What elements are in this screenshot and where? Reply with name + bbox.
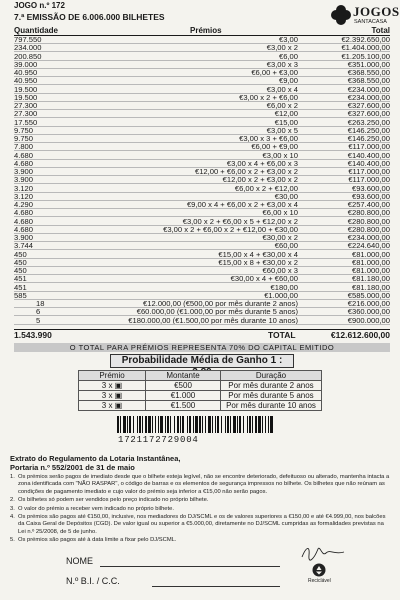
row-quantity: 3.900 bbox=[14, 233, 34, 242]
row-prize: €180,00 bbox=[270, 282, 298, 292]
clause-number: 3. bbox=[10, 505, 15, 512]
row-quantity: 200.850 bbox=[14, 51, 42, 61]
prize-row bbox=[14, 317, 390, 325]
prize-row bbox=[14, 61, 390, 69]
row-total: €280.800,00 bbox=[347, 224, 390, 234]
row-prize: €9,00 x 4 + €6,00 x 2 + €3,00 x 4 bbox=[186, 200, 298, 209]
row-total: €2.392.650,00 bbox=[341, 35, 390, 44]
barcode-bar bbox=[193, 416, 194, 433]
row-prize: €30,00 bbox=[274, 191, 298, 201]
barcode-bar bbox=[158, 416, 159, 433]
logo-subtitle: SANTACASA bbox=[354, 19, 387, 25]
barcode-bar bbox=[237, 416, 238, 433]
prize-row bbox=[14, 152, 390, 160]
row-total: €140.400,00 bbox=[347, 158, 390, 168]
row-prize: €6,00 + €3,00 bbox=[251, 68, 298, 77]
row-quantity: 4.680 bbox=[14, 208, 34, 218]
row-quantity: 7.800 bbox=[14, 142, 34, 152]
row-prize: €3,00 x 3 bbox=[266, 59, 298, 69]
name-field-label: NOME bbox=[66, 556, 93, 566]
regulation-clause: 1. Os prémios serão pagos de imediato desde que o bilhete esteja legível, não se encontre deteriorado, defeituoso ou alterado, mantenha intacta a zona identificada com "NÃO RASPAR", o código de barras e os elementos de segurança impressos no bilhete. Os bilhetes que não reúnam as condições de pagamento imediato e cujo valor do prémio seja inferior a €15,00 não serão pagos. bbox=[10, 474, 390, 495]
clause-number: 2. bbox=[10, 497, 15, 504]
row-quantity: 3.120 bbox=[14, 183, 34, 193]
regulation-title: Extrato do Regulamento da Lotaria Instantânea, bbox=[10, 454, 181, 463]
row-quantity: 9.750 bbox=[14, 125, 34, 135]
row-quantity: 797.550 bbox=[14, 35, 42, 44]
row-total: €234.000,00 bbox=[347, 92, 390, 102]
barcode-bar bbox=[243, 416, 244, 433]
clause-number: 1. bbox=[10, 474, 15, 480]
row-quantity: 3.900 bbox=[14, 175, 34, 185]
barcode-bar bbox=[230, 416, 231, 433]
clover-icon bbox=[330, 4, 352, 26]
prize-row bbox=[14, 119, 390, 127]
prize-row bbox=[14, 185, 390, 193]
id-field-line[interactable] bbox=[152, 586, 280, 587]
barcode-bar bbox=[120, 416, 121, 433]
prize-row bbox=[14, 267, 390, 275]
row-prize: €3,00 x 2 + €6,00 bbox=[239, 92, 298, 102]
barcode-bar bbox=[180, 416, 181, 433]
prize-row bbox=[14, 168, 390, 176]
row-quantity: 6 bbox=[36, 307, 41, 317]
barcode-bar bbox=[155, 416, 156, 433]
barcode-bar bbox=[265, 416, 266, 433]
row-prize: €3,00 x 4 bbox=[266, 84, 298, 94]
prize-row bbox=[14, 69, 390, 77]
signature bbox=[300, 543, 346, 561]
row-prize: €60,00 bbox=[274, 241, 298, 251]
row-quantity: 4.290 bbox=[14, 200, 34, 209]
prize-row bbox=[14, 201, 390, 209]
row-quantity: 451 bbox=[14, 274, 27, 284]
row-prize: €3,00 x 3 + €6,00 bbox=[239, 134, 298, 143]
row-quantity: 18 bbox=[36, 299, 45, 308]
serial-number: 1721172729004 bbox=[118, 435, 199, 445]
row-quantity: 3.900 bbox=[14, 167, 34, 176]
row-quantity: 234.000 bbox=[14, 43, 42, 53]
row-total: €234.000,00 bbox=[347, 233, 390, 242]
row-quantity: 9.750 bbox=[14, 134, 34, 143]
prize-table-row bbox=[79, 401, 322, 411]
clause-number: 5. bbox=[10, 537, 15, 544]
barcode-bar bbox=[199, 416, 201, 433]
prize-row bbox=[14, 135, 390, 143]
row-total: €280.800,00 bbox=[347, 216, 390, 226]
barcode-bar bbox=[247, 416, 248, 433]
barcode-bar bbox=[195, 416, 198, 433]
row-total: €224.640,00 bbox=[347, 241, 390, 251]
row-prize: €30,00 x 2 bbox=[262, 233, 298, 242]
emission-title: 7.ª EMISSÃO DE 6.006.000 BILHETES bbox=[14, 12, 165, 22]
row-quantity: 450 bbox=[14, 257, 27, 267]
prize-table-row bbox=[79, 391, 322, 401]
row-total: €360.000,00 bbox=[347, 307, 390, 317]
game-number: JOGO n.º 172 bbox=[14, 1, 65, 10]
row-prize: €12,00 bbox=[274, 109, 298, 119]
row-total: €280.800,00 bbox=[347, 208, 390, 218]
barcode-bar bbox=[249, 416, 251, 433]
regulation-portaria: Portaria n.º 552/2001 de 31 de maio bbox=[10, 463, 135, 472]
prize-table-premio: 3 x ▣ bbox=[79, 391, 146, 401]
row-quantity: 40.950 bbox=[14, 68, 38, 77]
row-prize: €15,00 x 4 + €30,00 x 4 bbox=[218, 249, 298, 259]
row-prize: €60,00 x 3 bbox=[262, 266, 298, 275]
row-total: €117.000,00 bbox=[348, 142, 390, 152]
prize-percentage-note: O TOTAL PARA PRÉMIOS REPRESENTA 70% DO CAPITAL EMITIDO bbox=[14, 343, 390, 352]
barcode-bar bbox=[225, 416, 226, 433]
regulation-clause: 2. Os bilhetes só podem ser vendidos pelo preço indicado no próprio bilhete. bbox=[10, 497, 209, 504]
row-total: €81.180,00 bbox=[351, 274, 390, 284]
row-quantity: 5 bbox=[36, 315, 41, 325]
row-quantity: 4.680 bbox=[14, 224, 34, 234]
win-probability: Probabilidade Média de Ganho 1 : bbox=[110, 354, 294, 368]
row-prize: €12,00 + €6,00 x 2 + €3,00 x 2 bbox=[194, 167, 298, 176]
prize-table-premio: 3 x ▣ bbox=[79, 401, 146, 411]
regulation-clauses bbox=[10, 474, 392, 546]
row-total: €146.250,00 bbox=[347, 125, 390, 135]
row-prize: €3,00 x 4 + €6,00 x 3 bbox=[226, 158, 298, 168]
row-prize: €3,00 x 5 bbox=[266, 125, 298, 135]
barcode-bar bbox=[139, 416, 141, 433]
barcode-bar bbox=[187, 416, 188, 433]
barcode-bar bbox=[117, 416, 119, 433]
prize-table-header-premio: Prémio bbox=[79, 371, 146, 381]
row-prize: €6,00 x 2 + €12,00 bbox=[234, 183, 298, 193]
barcode-bar bbox=[160, 416, 163, 433]
row-total: €81.000,00 bbox=[351, 249, 390, 259]
barcode-bar bbox=[165, 416, 166, 433]
barcode-bar bbox=[252, 416, 253, 433]
barcode-bar bbox=[170, 416, 171, 433]
barcode-bar bbox=[205, 416, 206, 433]
barcode-bar bbox=[208, 416, 211, 433]
row-quantity: 3.120 bbox=[14, 191, 34, 201]
prize-table-header-montante: Montante bbox=[146, 371, 221, 381]
row-quantity: 451 bbox=[14, 282, 27, 292]
row-total: €327.600,00 bbox=[347, 109, 390, 119]
row-total: €93.600,00 bbox=[351, 183, 390, 193]
row-prize: €12.000,00 (€500,00 por mês durante 2 anos) bbox=[143, 299, 298, 308]
row-prize: €60.000,00 (€1.000,00 por mês durante 5 anos) bbox=[136, 307, 298, 317]
row-prize: €3,00 bbox=[278, 35, 298, 44]
barcode-bar bbox=[233, 416, 236, 433]
prize-annuity-table bbox=[78, 370, 322, 411]
row-prize: €6,00 x 10 bbox=[262, 208, 298, 218]
prize-table-header-duracao: Duração bbox=[221, 371, 322, 381]
recycle-icon bbox=[312, 563, 326, 577]
barcode-bar bbox=[129, 416, 131, 433]
prize-row bbox=[14, 234, 390, 242]
barcode-bar bbox=[167, 416, 169, 433]
row-quantity: 27.300 bbox=[14, 109, 38, 119]
regulation-clause: 5. Os prémios são pagos até à data limite a fixar pelo DJ/SCML. bbox=[10, 537, 177, 544]
barcode-bar bbox=[145, 416, 147, 433]
prize-row bbox=[14, 127, 390, 135]
prize-row bbox=[14, 36, 390, 44]
prize-row bbox=[14, 44, 390, 52]
barcode-bar bbox=[212, 416, 213, 433]
row-prize: €3,00 x 2 + €6,00 x 5 + €12,00 x 2 bbox=[182, 216, 298, 226]
row-prize: €180.000,00 (€1.500,00 por mês durante 10 anos) bbox=[128, 315, 298, 325]
prize-table-row bbox=[79, 381, 322, 391]
row-total: €351.000,00 bbox=[347, 59, 390, 69]
row-prize: €3,00 x 2 + €6,00 x 2 + €12,00 + €30,00 bbox=[163, 224, 298, 234]
id-field-label: N.º B.I. / C.C. bbox=[66, 576, 120, 586]
name-field-line[interactable] bbox=[100, 566, 280, 567]
row-quantity: 4.680 bbox=[14, 216, 34, 226]
jogos-santacasa-logo bbox=[330, 4, 400, 28]
row-prize: €6,00 + €9,00 bbox=[251, 142, 298, 152]
prize-row bbox=[14, 259, 390, 267]
row-total: €900.000,00 bbox=[347, 315, 390, 325]
logo-word: JOGOS bbox=[353, 4, 400, 19]
column-header-total: Total bbox=[371, 26, 390, 35]
row-quantity: 27.300 bbox=[14, 101, 38, 110]
row-total: €234.000,00 bbox=[347, 84, 390, 94]
barcode-bar bbox=[221, 416, 222, 433]
row-quantity: 585 bbox=[14, 290, 27, 300]
prize-row bbox=[14, 102, 390, 110]
row-quantity: 19.500 bbox=[14, 84, 38, 94]
row-total: €93.600,00 bbox=[351, 191, 390, 201]
barcode-bar bbox=[270, 416, 273, 433]
regulation-clause: 3. O valor do prémio a receber vem indicado no próprio bilhete. bbox=[10, 505, 174, 512]
barcode-bar bbox=[258, 416, 261, 433]
prize-row bbox=[14, 94, 390, 102]
row-total: €1.404.000,00 bbox=[341, 43, 390, 53]
row-quantity: 450 bbox=[14, 266, 27, 275]
barcode-bar bbox=[215, 416, 216, 433]
row-prize: €6,00 bbox=[278, 51, 298, 61]
row-total: €81.180,00 bbox=[351, 282, 390, 292]
barcode-bar bbox=[202, 416, 203, 433]
prize-row bbox=[14, 53, 390, 61]
row-quantity: 4.680 bbox=[14, 158, 34, 168]
row-total: €368.550,00 bbox=[347, 76, 390, 86]
row-total: €263.250,00 bbox=[347, 117, 390, 127]
recycle-label: Reciclável bbox=[308, 578, 331, 584]
prize-table-montante: €1.500 bbox=[146, 401, 221, 411]
row-total: €1.205.100,00 bbox=[341, 51, 390, 61]
row-quantity: 40.950 bbox=[14, 76, 38, 86]
total-label: TOTAL bbox=[268, 330, 296, 340]
barcode-bar bbox=[152, 416, 153, 433]
prize-row bbox=[14, 275, 390, 283]
prize-table-duracao: Por mês durante 5 anos bbox=[221, 391, 322, 401]
barcode-bar bbox=[123, 416, 126, 433]
barcode-bar bbox=[182, 416, 184, 433]
row-prize: €30,00 x 4 + €60,00 bbox=[230, 274, 298, 284]
barcode-bar bbox=[189, 416, 191, 433]
barcode-bar bbox=[262, 416, 263, 433]
row-quantity: 17.550 bbox=[14, 117, 38, 127]
prize-row bbox=[14, 143, 390, 151]
barcode-bar bbox=[217, 416, 219, 433]
prize-row bbox=[14, 86, 390, 94]
row-prize: €9,00 bbox=[278, 76, 298, 86]
prize-table-duracao: Por mês durante 10 anos bbox=[221, 401, 322, 411]
prize-row bbox=[14, 284, 390, 292]
barcode-bar bbox=[255, 416, 257, 433]
regulation-clause: 4. Os prémios são pagos até €150,00, inclusive, nos mediadores do DJ/SCML e os de valores superiores a €150,00 e até €4.999,00, nos balcões da Caixa Geral de Depósitos (CGD). De valor igual ou superior a €5.000,00, diretamente no DJ/SCML cumpridas as formalidades previstas na Lei n.º 25/2008, de 5 de junho. bbox=[10, 514, 386, 535]
row-prize: €12,00 x 2 + €3,00 x 2 bbox=[222, 175, 298, 185]
row-total: €81.000,00 bbox=[351, 266, 390, 275]
prize-row bbox=[14, 176, 390, 184]
row-prize: €3,00 x 10 bbox=[262, 150, 298, 160]
row-quantity: 19.500 bbox=[14, 92, 38, 102]
column-header-prizes: Prémios bbox=[190, 26, 222, 35]
barcode-bar bbox=[148, 416, 151, 433]
prize-table-premio: 3 x ▣ bbox=[79, 381, 146, 391]
row-total: €117.000,00 bbox=[348, 167, 390, 176]
prize-row bbox=[14, 226, 390, 234]
column-header-quantity: Quantidade bbox=[14, 26, 59, 35]
prize-row bbox=[14, 110, 390, 118]
row-total: €117.000,00 bbox=[348, 175, 390, 185]
total-value: €12.612.600,00 bbox=[330, 330, 390, 340]
row-total: €585.000,00 bbox=[347, 290, 390, 300]
row-divider bbox=[14, 324, 390, 325]
barcode-bar bbox=[177, 416, 179, 433]
barcode bbox=[117, 416, 273, 433]
prize-table-montante: €500 bbox=[146, 381, 221, 391]
barcode-bar bbox=[227, 416, 229, 433]
prize-row bbox=[14, 77, 390, 85]
row-quantity: 4.680 bbox=[14, 150, 34, 160]
row-quantity: 3.744 bbox=[14, 241, 34, 251]
barcode-bar bbox=[133, 416, 134, 433]
row-prize: €15,00 x 8 + €30,00 x 2 bbox=[218, 257, 298, 267]
barcode-bar bbox=[239, 416, 241, 433]
prize-table-duracao: Por mês durante 2 anos bbox=[221, 381, 322, 391]
total-quantity: 1.543.990 bbox=[14, 330, 52, 340]
row-total: €140.400,00 bbox=[347, 150, 390, 160]
row-total: €257.400,00 bbox=[347, 200, 390, 209]
barcode-bar bbox=[268, 416, 269, 433]
row-prize: €15,00 bbox=[274, 117, 298, 127]
row-total: €327.600,00 bbox=[347, 101, 390, 110]
row-quantity: 39.000 bbox=[14, 59, 38, 69]
row-quantity: 450 bbox=[14, 249, 27, 259]
clause-number: 4. bbox=[10, 514, 15, 521]
row-prize: €1.000,00 bbox=[264, 290, 298, 300]
row-prize: €6,00 x 2 bbox=[266, 101, 298, 110]
prize-row bbox=[14, 251, 390, 259]
row-total: €81.000,00 bbox=[351, 257, 390, 267]
prize-table-montante: €1.000 bbox=[146, 391, 221, 401]
barcode-bar bbox=[137, 416, 138, 433]
row-total: €146.250,00 bbox=[347, 134, 390, 143]
row-total: €216.000,00 bbox=[347, 299, 390, 308]
prize-row bbox=[14, 242, 390, 250]
barcode-bar bbox=[174, 416, 175, 433]
barcode-bar bbox=[127, 416, 128, 433]
row-total: €368.550,00 bbox=[347, 68, 390, 77]
barcode-bar bbox=[142, 416, 143, 433]
row-prize: €3,00 x 2 bbox=[266, 43, 298, 53]
